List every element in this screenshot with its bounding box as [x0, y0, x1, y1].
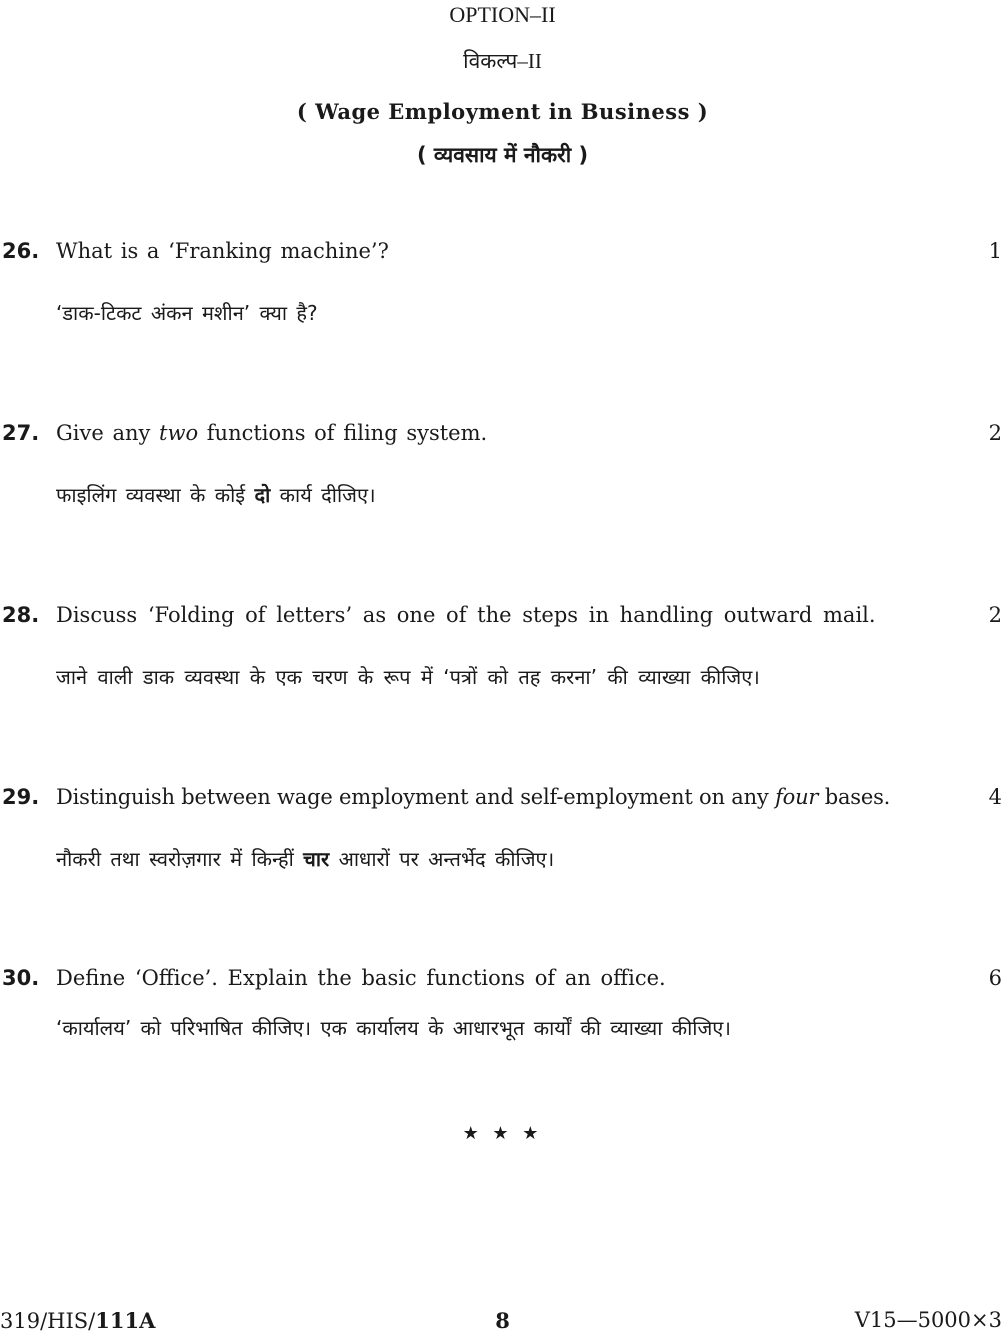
question-marks: 4 — [988, 785, 1002, 809]
emphasis: दो — [254, 483, 271, 507]
question-text-hindi: फाइलिंग व्यवस्था के कोई दो कार्य दीजिए। — [56, 483, 376, 507]
option-title-hindi: विकल्प–II — [463, 49, 542, 73]
question-text-english: Distinguish between wage employment and self-employment on any four bases. — [56, 785, 891, 809]
question-marks: 2 — [988, 421, 1002, 445]
question-text-hindi: जाने वाली डाक व्यवस्था के एक चरण के रूप में ‘पत्रों को तह करना’ की व्याख्या कीजिए। — [56, 665, 760, 689]
paper-code: 319/HIS/111A — [0, 1308, 156, 1333]
question-number: 27. — [2, 421, 40, 445]
option-title: OPTION–II — [449, 2, 556, 27]
end-stars: ★ ★ ★ — [462, 1123, 543, 1144]
emphasis: two — [159, 421, 199, 445]
question-number: 29. — [2, 785, 40, 809]
print-version: V15—5000×3 — [854, 1308, 1002, 1332]
question-text-english: Give any two functions of filing system. — [56, 421, 488, 445]
question-text-hindi: नौकरी तथा स्वरोज़गार में किन्हीं चार आधारों पर अन्तर्भेद कीजिए। — [56, 847, 555, 871]
question-marks: 6 — [988, 966, 1002, 990]
emphasis: four — [775, 785, 819, 809]
question-text-hindi: ‘कार्यालय’ को परिभाषित कीजिए। एक कार्यालय के आधारभूत कार्यों की व्याख्या कीजिए। — [56, 1016, 731, 1040]
question-text-english: Define ‘Office’. Explain the basic functions of an office. — [56, 966, 666, 990]
question-number: 28. — [2, 603, 40, 627]
question-marks: 1 — [988, 239, 1002, 263]
question-number: 26. — [2, 239, 40, 263]
section-title-hindi: ( व्यवसाय में नौकरी ) — [416, 143, 589, 167]
question-marks: 2 — [988, 603, 1002, 627]
page-number: 8 — [495, 1308, 510, 1333]
question-text-english: Discuss ‘Folding of letters’ as one of the steps in handling outward mail. — [56, 603, 876, 627]
question-text-hindi: ‘डाक-टिकट अंकन मशीन’ क्या है? — [56, 301, 318, 325]
section-title: ( Wage Employment in Business ) — [296, 99, 709, 124]
question-text-english: What is a ‘Franking machine’? — [56, 239, 389, 263]
question-number: 30. — [2, 966, 40, 990]
emphasis: चार — [303, 847, 330, 871]
